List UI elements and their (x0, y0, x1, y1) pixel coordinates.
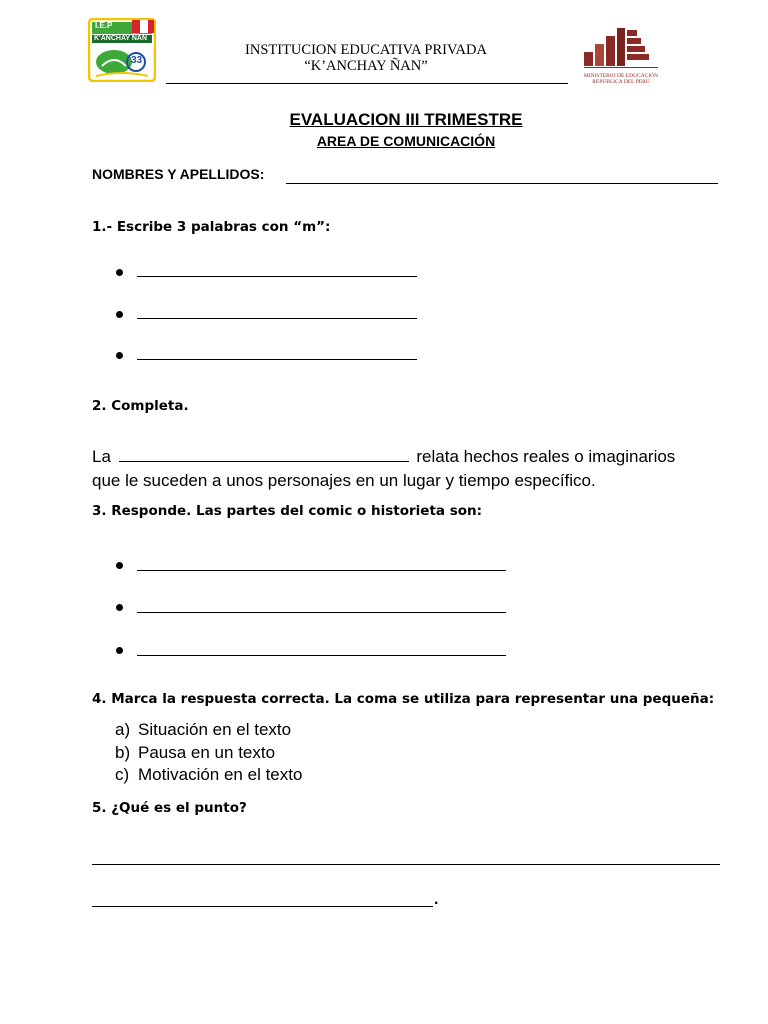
option-letter: b) (115, 743, 131, 762)
ministry-text-2: REPÚBLICA DEL PERÚ (592, 79, 650, 85)
name-field[interactable] (286, 167, 718, 184)
header-rule (166, 83, 568, 84)
q2-text-line2: que le suceden a unos personajes en un lugar y tiempo específico. (92, 471, 596, 490)
option-letter: c) (115, 765, 130, 784)
bullet (116, 352, 123, 359)
logo-flag-text: I.E.P (95, 21, 113, 30)
answer-line-5a[interactable] (92, 850, 720, 865)
bullet (116, 647, 123, 654)
option-b[interactable] (115, 743, 275, 763)
question-5-label: 5. ¿Qué es el punto? (92, 800, 247, 816)
question-2-text (92, 445, 675, 493)
logo-name: K'ANCHAY ÑAN (94, 35, 148, 42)
option-a[interactable] (115, 720, 291, 740)
ministry-text-1: MINISTERIO DE EDUCACIÓN (583, 73, 659, 79)
q2-text-start: La (92, 447, 111, 466)
ministry-logo (582, 26, 660, 84)
answer-line-3b[interactable] (137, 598, 506, 613)
exam-subtitle: AREA DE COMUNICACIÓN (316, 133, 496, 149)
bullet (116, 311, 123, 318)
school-logo (88, 18, 156, 82)
question-1-label: 1.- Escribe 3 palabras con “m”: (92, 219, 331, 235)
question-2-label: 2. Completa. (92, 398, 189, 414)
bullet (116, 604, 123, 611)
option-c[interactable] (115, 765, 302, 785)
option-text: Situación en el texto (138, 720, 292, 739)
school-name-line1: INSTITUCION EDUCATIVA PRIVADA (245, 42, 487, 58)
bullet (116, 562, 123, 569)
question-4-label: 4. Marca la respuesta correcta. La coma se utiliza para representar una pequeña: (92, 691, 715, 707)
answer-line-3c[interactable] (137, 641, 506, 656)
answer-line-1c[interactable] (137, 345, 417, 360)
option-text: Pausa en un texto (138, 743, 276, 762)
logo-number: 33 (131, 55, 143, 66)
bullet (116, 269, 123, 276)
q2-text-end: relata hechos reales o imaginarios (416, 447, 676, 466)
option-text: Motivación en el texto (138, 765, 303, 784)
name-label: NOMBRES Y APELLIDOS: (92, 166, 265, 182)
answer-end-mark: . (434, 891, 439, 908)
option-letter: a) (115, 720, 131, 739)
exam-title: EVALUACION III TRIMESTRE (289, 110, 523, 129)
answer-line-1b[interactable] (137, 304, 417, 319)
answer-line-1a[interactable] (137, 262, 417, 277)
answer-line-3a[interactable] (137, 556, 506, 571)
question-3-label: 3. Responde. Las partes del comic o historieta son: (92, 503, 483, 519)
fill-blank[interactable] (119, 445, 409, 462)
school-name-line2: “K’ANCHAY ÑAN” (304, 58, 428, 74)
answer-line-5b[interactable] (92, 892, 433, 907)
